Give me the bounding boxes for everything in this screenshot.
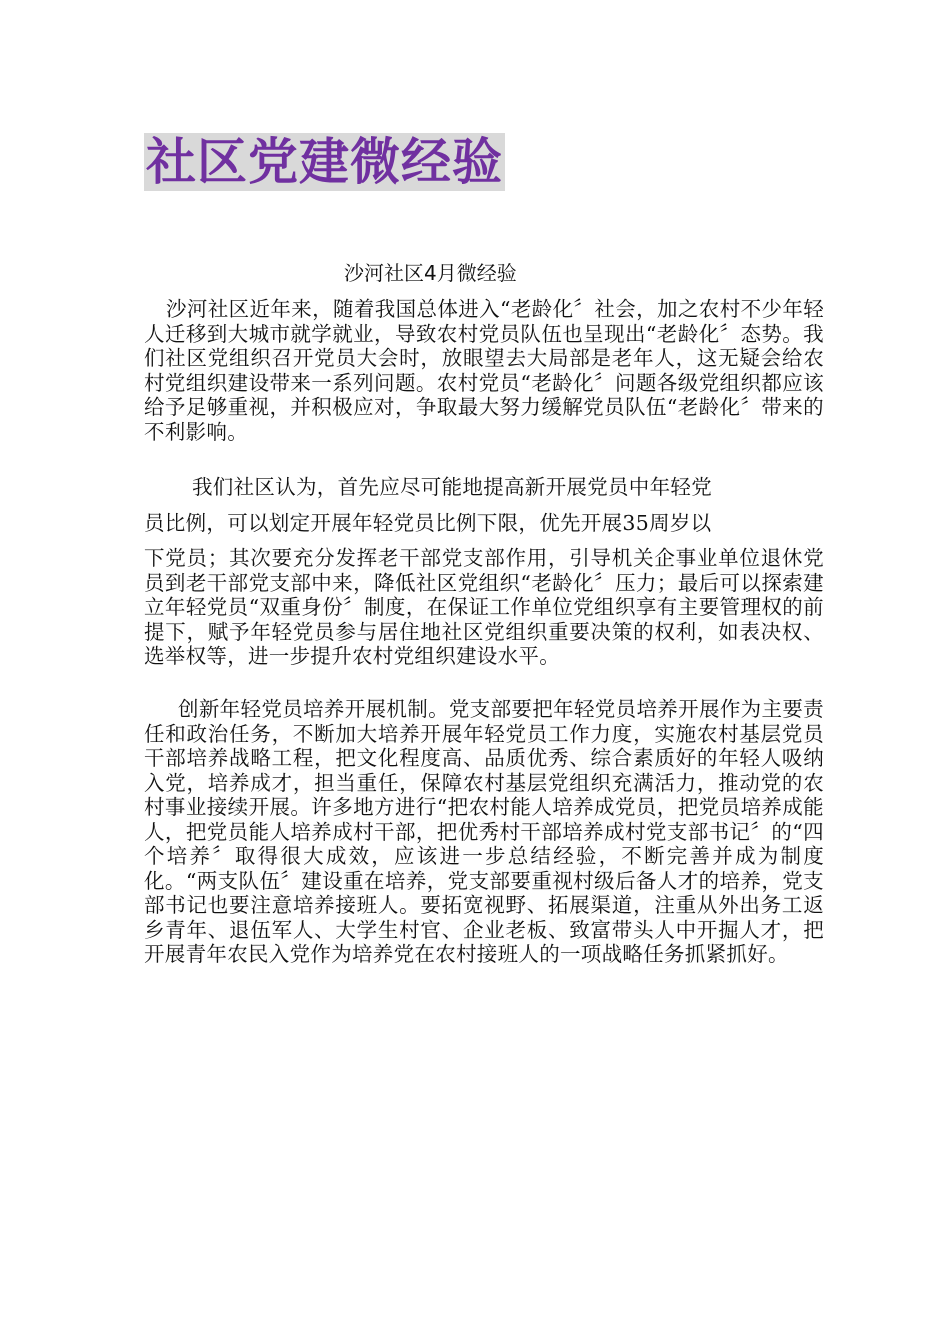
document-subtitle: 沙河社区4月微经验 xyxy=(344,261,517,285)
paragraph-3: 创新年轻党员培养开展机制。党支部要把年轻党员培养开展作为主要责任和政治任务，不断加大培养开展年轻党员工作力度，实施农村基层党员干部培养战略工程，把文化程度高、品质优秀、综合素质好的年轻人吸纳入党，培养成才，担当重任，保障农村基层党组织充满活力，推动党的农村事业接续开展。许多地方进行“把农村能人培养成党员，把党员培养成能人，把党员能人培养成村干部，把优秀村干部培养成村党支部书记〞的“四个培养〞取得很大成效，应该进一步总结经验，不断完善并成为制度化。“两支队伍〞建设重在培养，党支部要重视村级后备人才的培养，党支部书记也要注意培养接班人。要拓宽视野、拓展渠道，注重从外出务工返乡青年、退伍军人、大学生村官、企业老板、致富带头人中开掘人才，把开展青年农民入党作为培养党在农村接班人的一项战略任务抓紧抓好。 xyxy=(144,697,824,966)
paragraph-2-line-2: 员比例，可以划定开展年轻党员比例下限，优先开展35周岁以 xyxy=(144,511,712,535)
paragraph-2-line-1: 我们社区认为，首先应尽可能地提高新开展党员中年轻党 xyxy=(192,475,712,499)
paragraph-1: 沙河社区近年来，随着我国总体进入“老龄化〞社会，加之农村不少年轻人迁移到大城市就学就业，导致农村党员队伍也呈现出“老龄化〞态势。我们社区党组织召开党员大会时，放眼望去大局部是老年人，这无疑会给农村党组织建设带来一系列问题。农村党员“老龄化〞问题各级党组织都应该给予足够重视，并积极应对，争取最大努力缓解党员队伍“老龄化〞带来的不利影响。 xyxy=(144,297,824,444)
paragraph-2-rest: 下党员；其次要充分发挥老干部党支部作用，引导机关企事业单位退休党员到老干部党支部中来，降低社区党组织“老龄化〞压力；最后可以探索建立年轻党员“双重身份〞制度，在保证工作单位党组织享有主要管理权的前提下，赋予年轻党员参与居住地社区党组织重要决策的权利，如表决权、选举权等，进一步提升农村党组织建设水平。 xyxy=(144,546,824,668)
document-title: 社区党建微经验 xyxy=(146,133,503,191)
